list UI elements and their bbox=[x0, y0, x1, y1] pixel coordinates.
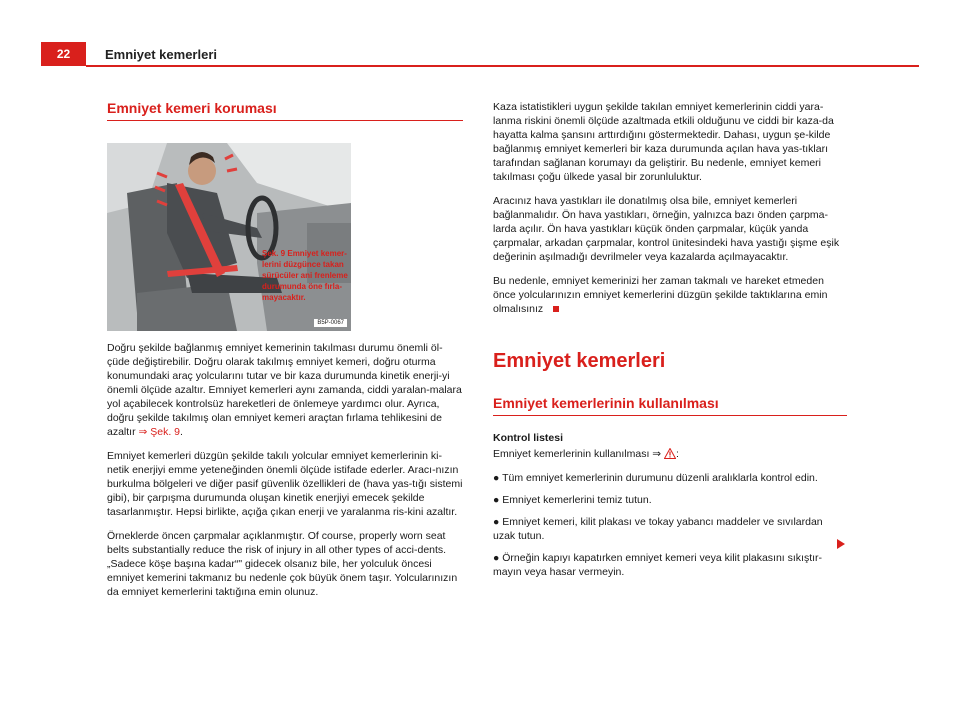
right-column bbox=[493, 100, 847, 587]
list-item: ● Tüm emniyet kemerlerinin durumunu düzenli aralıklarla kontrol edin. bbox=[493, 472, 818, 484]
figure-code: B5P-0067 bbox=[314, 319, 347, 327]
checklist-intro-text: Emniyet kemerlerinin kullanılması ⇒ bbox=[493, 448, 662, 460]
left-paragraph-1: Doğru şekilde bağlanmış emniyet kemerinin takılması durumu önemli öl-çüde değiştirebilir. Doğru olarak takılmış emniyet kemeri, doğru oturma konumundaki araç yolcularını tutar ve bir kaza durumunda kinetik enerji-yi önemli ölçüde azaltır. Emniyet kemerleri aynı zamanda, ciddi yaralan-malara yol açabilecek kontrolsüz hareketleri de önlemeye yardımcı olur. Ayrıca, doğru şekilde takılmış olan emniyet kemeri araçtan fırlama tehlikesini de azaltır ⇒ Şek. 9. bbox=[107, 342, 462, 438]
left-column bbox=[107, 100, 463, 609]
right-paragraph-1: Kaza istatistikleri uygun şekilde takılan emniyet kemerlerinin ciddi yara-lanma riskini önemli ölçüde azaltmada etkili olduğunu ve ciddi bir kaza-da hayatta kalma şansını arttırdığını göstermektedir. Dahası, uygun şe-kilde bağlanmış emniyet kemerleri bir kaza durumunda açılan hava yas-tıkları tarafından sağlanan korumayı da geliştirir. Bu nedenle, emniyet kemeri takılması çoğu ülkede yasal bir zorunluluktur. bbox=[493, 101, 834, 183]
sub-title: Emniyet kemerlerinin kullanılması bbox=[493, 395, 847, 416]
checklist-intro bbox=[493, 447, 847, 461]
section-end-icon bbox=[553, 306, 559, 312]
section-title: Emniyet kemeri koruması bbox=[107, 100, 463, 121]
checklist-title: Kontrol listesi bbox=[493, 432, 564, 444]
list-item: ● Örneğin kapıyı kapatırken emniyet kemeri veya kilit plakasını sıkıştır-mayın veya hasar vermeyin. bbox=[493, 552, 823, 578]
continue-arrow-icon bbox=[837, 539, 845, 549]
checklist-colon: : bbox=[676, 448, 679, 460]
header-rule bbox=[86, 65, 919, 67]
checklist bbox=[493, 471, 847, 579]
list-item: ● Emniyet kemerlerini temiz tutun. bbox=[493, 494, 652, 506]
right-paragraph-2: Aracınız hava yastıkları ile donatılmış olsa bile, emniyet kemerleri bağlanmalıdır. Ön hava yastıkları, örneğin, yalnızca bazı önden çarpma-larda açılır. Ön hava yastıkları küçük önden çarpmalar, küçük yanda çarpmalar, arkadan çarpmalar, kontrol ünitesindeki hava yastığı şişme eşik değerinin aşılmadığı devrilmeler veya kazalarda açılmayacaktır. bbox=[493, 195, 840, 263]
list-item: ● Emniyet kemeri, kilit plakası ve tokay yabancı maddeler ve sıvılardan uzak tutun. bbox=[493, 516, 823, 542]
main-title: Emniyet kemerleri bbox=[493, 350, 666, 372]
left-para1-text: Doğru şekilde bağlanmış emniyet kemerinin takılması durumu önemli öl-çüde değiştirebilir. Doğru olarak takılmış emniyet kemeri, doğru oturma konumundaki araç yolcularını tutar ve bir kaza durumunda kinetik enerji-yi önemli ölçüde azaltır. Emniyet kemerleri aynı zamanda, ciddi yaralan-malara yol açabilecek kontrolsüz hareketleri de önlemeye yardımcı olur. Ayrıca, doğru şekilde takılmış olan emniyet kemeri araçtan fırlama tehlikesini de azaltır bbox=[107, 342, 462, 438]
left-paragraph-2: Emniyet kemerleri düzgün şekilde takılı yolcular emniyet kemerlerinin ki-netik enerjiyi emme yeteneğinden önemli ölçüde istifade ederler. Aracı-nızın burkulma bölgeleri ve diğer pasif güvenlik özellikleri de (hava yas-tığı sistemi gibi), bir çarpışma durumunda oluşan kinetik enerjiyi emecek şekilde tasarlanmıştır. Hepsi birlikte, açığa çıkan enerji ve yaralanma ris-kini azaltır. bbox=[107, 450, 463, 518]
figure-reference-link[interactable]: ⇒ Şek. 9 bbox=[138, 426, 180, 438]
right-para3-text: Bu nedenle, emniyet kemerinizi her zaman takmalı ve hareket etmeden önce yolcularınızın emniyet kemerlerini düzgün şekilde taktıklarına emin olmalısınız bbox=[493, 275, 828, 315]
chapter-title: Emniyet kemerleri bbox=[105, 47, 218, 62]
page-number: 22 bbox=[41, 42, 86, 66]
left-paragraph-3: Örneklerde öncen çarpmalar açıklanmıştır. Of course, properly worn seat belts substantially reduce the risk of injury in all other types of acci-dents. „Sadece köşe başına kadar“" gidecek olsanız bile, her yolculuk öncesi emniyet kemerini takmanız bu nedenle çok büyük önem taşır. Yolcularınızın da emniyet kemerlerini taktığına emin olunuz. bbox=[107, 530, 458, 598]
right-paragraph-3 bbox=[493, 274, 847, 316]
warning-triangle-icon[interactable] bbox=[664, 448, 676, 459]
figure-caption: Şek. 9 Emniyet kemer-lerini düzgünce takan sürücüler ani frenleme durumunda öne fırla-mayacaktır. bbox=[262, 249, 348, 302]
